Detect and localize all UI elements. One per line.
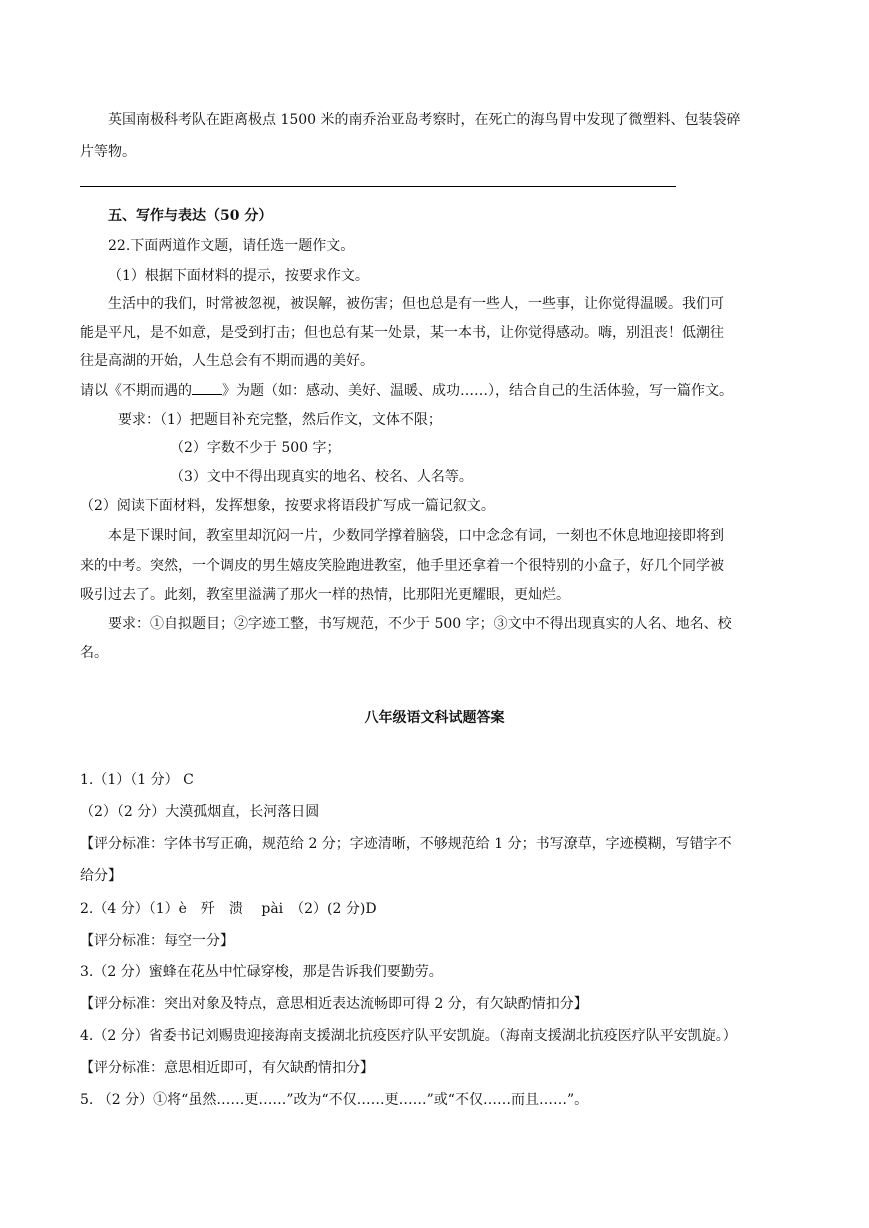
question-22: 22.下面两道作文题，请任选一题作文。 — [108, 238, 355, 254]
requirement-2: （2）字数不少于 500 字； — [170, 440, 341, 456]
paragraph-line: 来的中考。突然，一个调皮的男生嬉皮笑脸跑进教室，他手里还拿着一个很特别的小盒子，好几个同学被 — [80, 558, 724, 574]
option-2-title: （2）阅读下面材料，发挥想象，按要求将语段扩写成一篇记叙文。 — [80, 498, 495, 514]
paragraph-line: 本是下课时间，教室里却沉闷一片，少数同学撑着脑袋，口中念念有词，一刻也不休息地迎接即将到 — [108, 528, 724, 544]
essay-prompt — [80, 380, 733, 401]
scoring-standard: 【评分标准：突出对象及特点，意思相近表达流畅即可得 2 分，有欠缺酌情扣分】 — [80, 996, 588, 1012]
answer-1-2: （2）（2 分）大漠孤烟直，长河落日圆 — [80, 804, 320, 820]
answer-5: 5. （2 分）①将“虽然……更……”改为“不仅……更……”或“不仅……而且……”。 — [80, 1092, 589, 1108]
paragraph-line: 名。 — [80, 645, 108, 661]
requirement-3: （3）文中不得出现真实的地名、校名、人名等。 — [170, 469, 473, 485]
section-title: 五、写作与表达（50 分） — [108, 208, 273, 224]
answer-1-1: 1.（1）（1 分） C — [80, 772, 194, 788]
scoring-standard: 【评分标准：每空一分】 — [80, 933, 234, 949]
prompt-suffix: 》为题（如：感动、美好、温暖、成功……），结合自己的生活体验，写一篇作文。 — [222, 383, 733, 399]
answer-3: 3.（2 分）蜜蜂在花丛中忙碌穿梭，那是告诉我们要勤劳。 — [80, 964, 443, 980]
answers-title: 八年级语文科试题答案 — [364, 710, 505, 726]
option-2-requirements: 要求：①自拟题目；②字迹工整，书写规范，不少于 500 字；③文中不得出现真实的人名、地名、校 — [108, 616, 732, 632]
scoring-standard: 【评分标准：意思相近即可，有欠缺酌情扣分】 — [80, 1060, 374, 1076]
option-1-title: （1）根据下面材料的提示，按要求作文。 — [108, 268, 369, 284]
paragraph-line: 英国南极科考队在距离极点 1500 米的南乔治亚岛考察时，在死亡的海鸟胃中发现了微塑料、包装袋碎 — [108, 112, 741, 128]
paragraph-line: 往是高湖的开始，人生总会有不期而遇的美好。 — [80, 353, 374, 369]
horizontal-rule — [80, 186, 676, 187]
answer-2: 2.（4 分）（1）è 歼 溃 pài （2）(2 分)D — [80, 901, 377, 917]
answer-4: 4.（2 分）省委书记刘赐贵迎接海南支援湖北抗疫医疗队平安凯旋。（海南支援湖北抗疫医疗队平安凯旋。） — [80, 1028, 737, 1044]
title-blank — [192, 380, 222, 395]
paragraph-line: 能是平凡，是不如意，是受到打击；但也总有某一处景，某一本书，让你觉得感动。嗨，别沮丧！低潮往 — [80, 325, 724, 341]
prompt-prefix: 请以《不期而遇的 — [80, 383, 192, 399]
paragraph-line: 吸引过去了。此刻，教室里溢满了那火一样的热情，比那阳光更耀眼，更灿烂。 — [80, 587, 570, 603]
scoring-standard: 给分】 — [80, 868, 122, 884]
paragraph-line: 生活中的我们，时常被忽视，被误解，被伤害；但也总是有一些人，一些事，让你觉得温暖。我们可 — [108, 296, 724, 312]
requirement-1: 要求：（1）把题目补充完整，然后作文，文体不限； — [118, 412, 442, 428]
scoring-standard: 【评分标准：字体书写正确，规范给 2 分；字迹清晰，不够规范给 1 分；书写潦草，字迹模糊，写错字不 — [80, 836, 732, 852]
paragraph-line: 片等物。 — [80, 144, 136, 160]
